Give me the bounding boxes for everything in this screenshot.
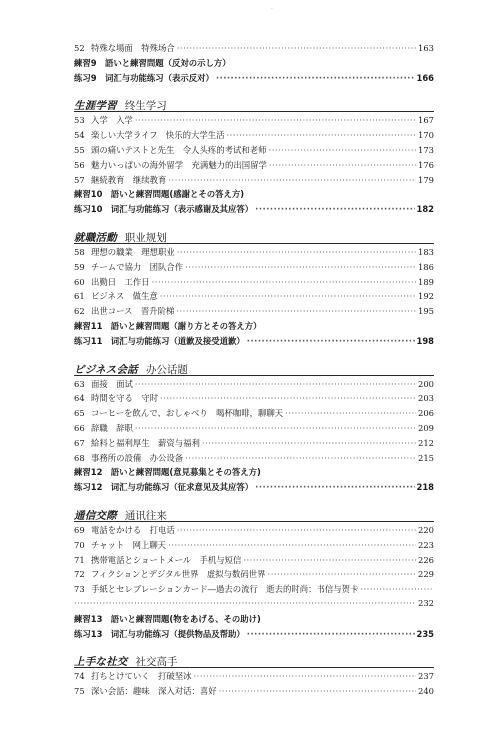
- toc-section: [74, 98, 434, 218]
- exercise-entry[interactable]: [74, 628, 434, 643]
- page-number: 167: [418, 115, 434, 126]
- page-number: 195: [418, 306, 434, 317]
- entry-number: 53: [74, 115, 85, 126]
- entry-title: 練習13 語いと練習問題(物をあげる、その助け): [74, 613, 261, 624]
- exercise-entry[interactable]: [74, 320, 434, 335]
- page-number: 200: [418, 378, 434, 389]
- page-number: 192: [418, 291, 434, 302]
- dot-leader: [177, 247, 416, 257]
- entry-number: 54: [74, 130, 85, 141]
- entry-title: 练习10 词汇与功能练习（表示感谢及其应答）: [74, 204, 254, 215]
- lesson-entry[interactable]: [74, 129, 434, 144]
- lesson-entry[interactable]: [74, 174, 434, 189]
- entry-number: 62: [74, 306, 85, 317]
- lesson-entry[interactable]: [74, 568, 434, 583]
- entry-title: 時間を守る 守时: [91, 393, 158, 404]
- lesson-entry[interactable]: [74, 305, 434, 320]
- entry-number: 75: [74, 686, 85, 697]
- entry-title: 练习12 词汇与功能练习（征求意见及其应答）: [74, 482, 254, 493]
- entry-number: 57: [74, 174, 85, 185]
- lesson-entry[interactable]: [74, 685, 434, 700]
- page-number: 203: [418, 393, 434, 404]
- page-number: 209: [418, 422, 434, 433]
- entry-title: 深い会話：趣味 深入对话：喜好: [91, 686, 217, 697]
- entry-number: 60: [74, 276, 85, 287]
- entry-title: 入学 入学: [91, 115, 133, 126]
- entry-title: チャット 网上聊天: [91, 539, 167, 550]
- entry-title: 理想の職業 理想职业: [91, 246, 175, 257]
- lesson-entry[interactable]: [74, 670, 434, 685]
- entry-title: 手紙とセレブレーションカード―過去の流行 逝去的时尚：书信与贺卡: [91, 584, 359, 595]
- page-number: 182: [416, 204, 434, 215]
- dot-leader: [177, 43, 416, 53]
- entry-title: 练习9 词汇与功能练习（表示反对）: [74, 72, 214, 83]
- dot-leader: [255, 482, 414, 492]
- page-number: 186: [418, 261, 434, 272]
- dot-leader: [255, 204, 414, 214]
- entry-number: 66: [74, 422, 85, 433]
- exercise-entry[interactable]: [74, 335, 434, 350]
- page-number: 206: [418, 408, 434, 419]
- entry-title: 練習10 語いと練習問題(感謝とその答え方): [74, 189, 245, 200]
- entry-number: 58: [74, 246, 85, 257]
- dot-leader: [243, 555, 416, 565]
- section-heading-ja: ビジネス会話: [74, 363, 138, 376]
- page-number: 215: [418, 452, 434, 463]
- lesson-entry[interactable]: [74, 554, 434, 569]
- dot-leader: [135, 423, 416, 433]
- section-heading-ja: 通信交際: [74, 509, 117, 522]
- entry-title: 特殊な場面 特殊场合: [91, 43, 175, 53]
- toc-section: [74, 42, 434, 86]
- dot-leader: [185, 453, 416, 463]
- dot-leader: [152, 277, 416, 287]
- entry-number: 56: [74, 159, 85, 170]
- section-heading: [74, 654, 434, 668]
- entry-title: 継続教育 继续教育: [91, 174, 167, 185]
- exercise-entry[interactable]: [74, 188, 434, 203]
- toc-section: [74, 654, 434, 700]
- page-number: 229: [418, 569, 434, 580]
- section-heading-zh: 通讯往来: [124, 509, 167, 522]
- entry-title: 面接 面试: [91, 378, 133, 389]
- exercise-entry[interactable]: [74, 481, 434, 496]
- page-number: 240: [418, 686, 434, 697]
- lesson-entry[interactable]: [74, 261, 434, 276]
- lesson-entry[interactable]: [74, 42, 434, 57]
- lesson-entry[interactable]: [74, 392, 434, 407]
- entry-number: 55: [74, 144, 85, 155]
- entry-number: 59: [74, 261, 85, 272]
- toc-section: [74, 362, 434, 496]
- page-number: 166: [416, 72, 434, 83]
- dot-leader: [185, 262, 416, 272]
- entry-title: 電話をかける 打电话: [91, 524, 175, 535]
- dot-leader: [269, 145, 416, 155]
- entry-number: 52: [74, 43, 85, 53]
- dot-leader: [168, 175, 416, 185]
- toc-section: [74, 230, 434, 350]
- entry-title: チームで協力 团队合作: [91, 261, 184, 272]
- dot-leader: [247, 629, 415, 639]
- entry-title: 練習12 語いと練習問題(意見募集とその答え方): [74, 467, 261, 478]
- toc-section: [74, 508, 434, 642]
- lesson-entry[interactable]: [74, 378, 434, 393]
- entry-title: 練習11 語いと練習問題（謝り方とその答え方）: [74, 320, 262, 331]
- section-heading: [74, 508, 434, 522]
- section-heading-ja: 生涯学習: [74, 100, 117, 113]
- page-number: 198: [416, 335, 434, 346]
- entry-number: 64: [74, 393, 85, 404]
- entry-title: 练习13 词汇与功能练习（提供物品及帮助）: [74, 628, 245, 639]
- page-number: 176: [418, 159, 434, 170]
- entry-number: 67: [74, 437, 85, 448]
- dot-leader: [160, 291, 416, 301]
- entry-title: 打ちとけていく 打破坚冰: [91, 671, 192, 682]
- exercise-entry[interactable]: [74, 613, 434, 628]
- dot-leader: [74, 598, 416, 608]
- section-heading: [74, 98, 434, 112]
- section-heading: [74, 362, 434, 376]
- exercise-entry[interactable]: [74, 466, 434, 481]
- table-of-contents: [74, 42, 434, 700]
- dot-leader: [160, 393, 416, 403]
- lesson-entry[interactable]: [74, 159, 434, 174]
- dot-leader: [216, 73, 415, 83]
- page-number: 232: [418, 597, 434, 608]
- entry-title: 事務所の設備 办公设备: [91, 452, 184, 463]
- dot-leader: [227, 130, 417, 140]
- entry-number: 65: [74, 408, 85, 419]
- entry-number: 61: [74, 291, 85, 302]
- entry-title: フィクションとデジタル世界 虚拟与数码世界: [91, 569, 266, 580]
- entry-number: 71: [74, 554, 85, 565]
- lesson-entry[interactable]: [74, 437, 434, 452]
- page-number: 218: [416, 482, 434, 493]
- page-number: 237: [418, 671, 434, 682]
- entry-title: 携帯電話とショートメール 手机与短信: [91, 554, 242, 565]
- page-number: 173: [418, 144, 434, 155]
- dot-leader: [360, 584, 432, 594]
- page-number: 226: [418, 554, 434, 565]
- entry-number: 69: [74, 524, 85, 535]
- page-number: 223: [418, 539, 434, 550]
- page-number: 170: [418, 130, 434, 141]
- entry-title: コーヒーを飲んで、おしゃべり 喝杯咖啡，聊聊天: [91, 408, 284, 419]
- entry-number: 63: [74, 378, 85, 389]
- section-heading-ja: 就職活動: [74, 231, 117, 244]
- entry-title: 辞職 辞职: [91, 422, 133, 433]
- lesson-entry[interactable]: [74, 524, 434, 539]
- dot-leader: [269, 160, 416, 170]
- entry-title: ビジネス 做生意: [91, 291, 158, 302]
- dot-leader: [247, 336, 415, 346]
- dot-leader: [202, 438, 416, 448]
- exercise-entry[interactable]: [74, 203, 434, 218]
- dot-leader: [177, 525, 416, 535]
- page-number: 220: [418, 524, 434, 535]
- entry-title: 出世コース 晋升阶梯: [91, 306, 175, 317]
- page-number: 183: [418, 246, 434, 257]
- lesson-entry[interactable]: [74, 246, 434, 261]
- lesson-entry[interactable]: [74, 422, 434, 437]
- lesson-entry[interactable]: [74, 144, 434, 159]
- lesson-entry[interactable]: [74, 114, 434, 129]
- dot-leader: [194, 671, 417, 681]
- lesson-entry[interactable]: [74, 583, 434, 598]
- dot-leader: [168, 540, 416, 550]
- entry-number: 68: [74, 452, 85, 463]
- exercise-entry[interactable]: [74, 72, 434, 87]
- dot-leader: [268, 569, 416, 579]
- entry-number: 73: [74, 584, 85, 595]
- page-number: 212: [418, 437, 434, 448]
- entry-number: 74: [74, 671, 85, 682]
- section-heading-zh: 职业规划: [124, 231, 167, 244]
- dot-leader: [219, 686, 416, 696]
- page-number: 235: [416, 628, 434, 639]
- page-top-mark: ·: [271, 6, 273, 13]
- entry-title: 楽しい大学ライフ 快乐的大学生活: [91, 130, 225, 141]
- lesson-entry[interactable]: [74, 452, 434, 467]
- section-heading-zh: 社交高手: [135, 656, 178, 669]
- lesson-entry[interactable]: [74, 276, 434, 291]
- entry-title: 魅力いっぱいの海外留学 充满魅力的出国留学: [91, 159, 267, 170]
- entry-title: 出勤日 工作日: [91, 276, 150, 287]
- entry-number: 70: [74, 539, 85, 550]
- dot-leader: [285, 408, 416, 418]
- page-number: 163: [418, 43, 434, 53]
- lesson-entry[interactable]: [74, 290, 434, 305]
- lesson-entry[interactable]: [74, 539, 434, 554]
- page-number: 189: [418, 276, 434, 287]
- entry-title: 給料と福利厚生 薪资与福利: [91, 437, 200, 448]
- entry-title: 练习11 词汇与功能练习（道歉及接受道歉）: [74, 335, 245, 346]
- page-number: 179: [418, 174, 434, 185]
- entry-title: 頭の痛いテストと先生 令人头疼的考试和老师: [91, 144, 267, 155]
- dot-leader: [135, 115, 416, 125]
- entry-title: 練習9 語いと練習問題（反対の示し方）: [74, 57, 231, 68]
- lesson-entry[interactable]: [74, 407, 434, 422]
- section-heading: [74, 230, 434, 244]
- section-heading-ja: 上手な社交: [74, 656, 128, 669]
- entry-number: 72: [74, 569, 85, 580]
- dot-leader: [135, 379, 416, 389]
- lesson-entry[interactable]: [74, 598, 434, 613]
- dot-leader: [176, 306, 416, 316]
- section-heading-zh: 终生学习: [124, 100, 167, 113]
- section-heading-zh: 办公话题: [145, 363, 188, 376]
- exercise-entry[interactable]: [74, 57, 434, 72]
